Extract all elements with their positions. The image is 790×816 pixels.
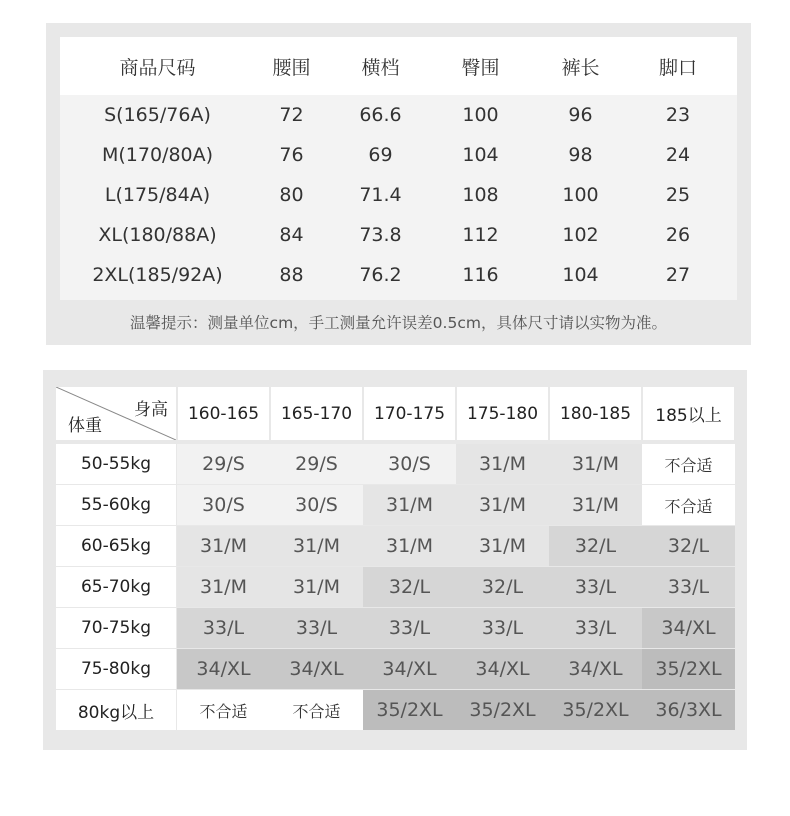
size-table-row <box>60 135 737 175</box>
height-header-cell: 160-165 <box>178 387 269 440</box>
measurement-cell: 24 <box>665 144 691 166</box>
weight-header-cell: 60-65kg <box>56 526 176 566</box>
header-cell: 腰围 <box>272 56 311 79</box>
size-recommendation-cell: 32/L <box>642 526 735 566</box>
size-recommendation-cell: 31/M <box>456 485 549 525</box>
size-recommendation-cell: 不合适 <box>642 444 735 484</box>
measurement-cell: 88 <box>279 264 304 286</box>
weight-header-cell: 65-70kg <box>56 567 176 607</box>
measurement-cell: 76.2 <box>359 264 402 286</box>
size-table-row <box>60 175 737 215</box>
weight-header-cell: 75-80kg <box>56 649 176 689</box>
height-header-cell: 175-180 <box>457 387 548 440</box>
measurement-cell: 104 <box>562 264 599 286</box>
height-header-cell: 170-175 <box>364 387 455 440</box>
size-recommendation-cell: 30/S <box>177 485 270 525</box>
size-table-row <box>60 95 737 135</box>
size-recommendation-cell: 不合适 <box>642 485 735 525</box>
measurement-cell: 27 <box>665 264 691 286</box>
height-header-cell: 165-170 <box>271 387 362 440</box>
size-recommendation-cell: 33/L <box>363 608 456 648</box>
measurement-cell: 102 <box>562 224 599 246</box>
size-recommendation-cell: 35/2XL <box>642 649 735 689</box>
weight-axis-label: 体重 <box>68 416 102 436</box>
measurement-cell: 73.8 <box>359 224 402 246</box>
header-cell: 臀围 <box>461 56 500 79</box>
measurement-cell: 84 <box>279 224 304 246</box>
measurement-cell: 104 <box>462 144 499 166</box>
measurement-cell: 98 <box>568 144 593 166</box>
size-table-row <box>60 255 737 295</box>
measurement-cell: 71.4 <box>359 184 402 206</box>
size-recommendation-cell: 31/M <box>549 444 642 484</box>
measurement-cell: 80 <box>279 184 304 206</box>
recommend-table <box>56 387 734 731</box>
size-recommendation-cell: 33/L <box>456 608 549 648</box>
recommend-table-panel <box>43 370 747 750</box>
size-table-panel <box>46 23 751 345</box>
measurement-cell: 96 <box>568 104 593 126</box>
size-recommendation-cell: 31/M <box>363 526 456 566</box>
weight-header-cell: 70-75kg <box>56 608 176 648</box>
size-label-cell: L(175/84A) <box>104 184 211 206</box>
size-recommendation-cell: 31/M <box>177 567 270 607</box>
size-table <box>60 37 737 300</box>
measurement-cell: 26 <box>665 224 691 246</box>
size-recommendation-cell: 34/XL <box>177 649 270 689</box>
size-recommendation-cell: 32/L <box>456 567 549 607</box>
size-recommendation-cell: 31/M <box>456 444 549 484</box>
header-cell: 裤长 <box>561 56 600 79</box>
size-recommendation-cell: 31/M <box>270 567 363 607</box>
measurement-cell: 100 <box>462 104 499 126</box>
size-recommendation-cell: 31/M <box>270 526 363 566</box>
size-recommendation-cell: 35/2XL <box>456 690 549 730</box>
measurement-cell: 116 <box>462 264 499 286</box>
header-cell: 商品尺码 <box>119 56 196 79</box>
size-label-cell: S(165/76A) <box>104 104 211 126</box>
measurement-cell: 100 <box>562 184 599 206</box>
measurement-cell: 76 <box>279 144 304 166</box>
size-recommendation-cell: 34/XL <box>456 649 549 689</box>
size-recommendation-cell: 33/L <box>549 608 642 648</box>
size-label-cell: XL(180/88A) <box>98 224 217 246</box>
measurement-note: 温馨提示：测量单位cm，手工测量允许误差0.5cm，具体尺寸请以实物为准。 <box>130 314 667 332</box>
size-recommendation-cell: 33/L <box>642 567 735 607</box>
table-corner-cell <box>56 387 176 440</box>
size-recommendation-cell: 32/L <box>549 526 642 566</box>
size-recommendation-cell: 33/L <box>270 608 363 648</box>
size-label-cell: M(170/80A) <box>101 144 214 166</box>
weight-header-cell: 55-60kg <box>56 485 176 525</box>
size-recommendation-cell: 34/XL <box>363 649 456 689</box>
measurement-cell: 23 <box>665 104 691 126</box>
size-recommendation-cell: 35/2XL <box>549 690 642 730</box>
size-recommendation-cell: 29/S <box>270 444 363 484</box>
measurement-cell: 72 <box>279 104 304 126</box>
size-recommendation-cell: 不合适 <box>270 690 363 730</box>
height-header-cell: 185以上 <box>643 387 734 440</box>
measurement-cell: 69 <box>368 144 393 166</box>
measurement-cell: 25 <box>665 184 691 206</box>
size-recommendation-cell: 31/M <box>456 526 549 566</box>
height-axis-label: 身高 <box>134 400 168 420</box>
size-recommendation-cell: 30/S <box>270 485 363 525</box>
weight-header-cell: 50-55kg <box>56 444 176 484</box>
measurement-cell: 108 <box>462 184 499 206</box>
size-recommendation-cell: 31/M <box>549 485 642 525</box>
weight-header-cell: 80kg以上 <box>56 690 176 730</box>
size-recommendation-cell: 31/M <box>363 485 456 525</box>
header-cell: 横档 <box>361 56 400 79</box>
size-recommendation-cell: 35/2XL <box>363 690 456 730</box>
size-recommendation-cell: 31/M <box>177 526 270 566</box>
size-recommendation-cell: 33/L <box>177 608 270 648</box>
size-recommendation-cell: 32/L <box>363 567 456 607</box>
size-recommendation-cell: 34/XL <box>549 649 642 689</box>
header-cell: 脚口 <box>658 56 697 79</box>
size-recommendation-cell: 34/XL <box>270 649 363 689</box>
size-table-row <box>60 215 737 255</box>
size-recommendation-cell: 不合适 <box>177 690 270 730</box>
size-recommendation-cell: 30/S <box>363 444 456 484</box>
measurement-cell: 112 <box>462 224 499 246</box>
size-recommendation-cell: 33/L <box>549 567 642 607</box>
size-recommendation-cell: 34/XL <box>642 608 735 648</box>
size-label-cell: 2XL(185/92A) <box>92 264 223 286</box>
measurement-cell: 66.6 <box>359 104 402 126</box>
height-header-cell: 180-185 <box>550 387 641 440</box>
size-recommendation-cell: 36/3XL <box>642 690 735 730</box>
size-table-header-row <box>60 37 737 95</box>
size-recommendation-cell: 29/S <box>177 444 270 484</box>
